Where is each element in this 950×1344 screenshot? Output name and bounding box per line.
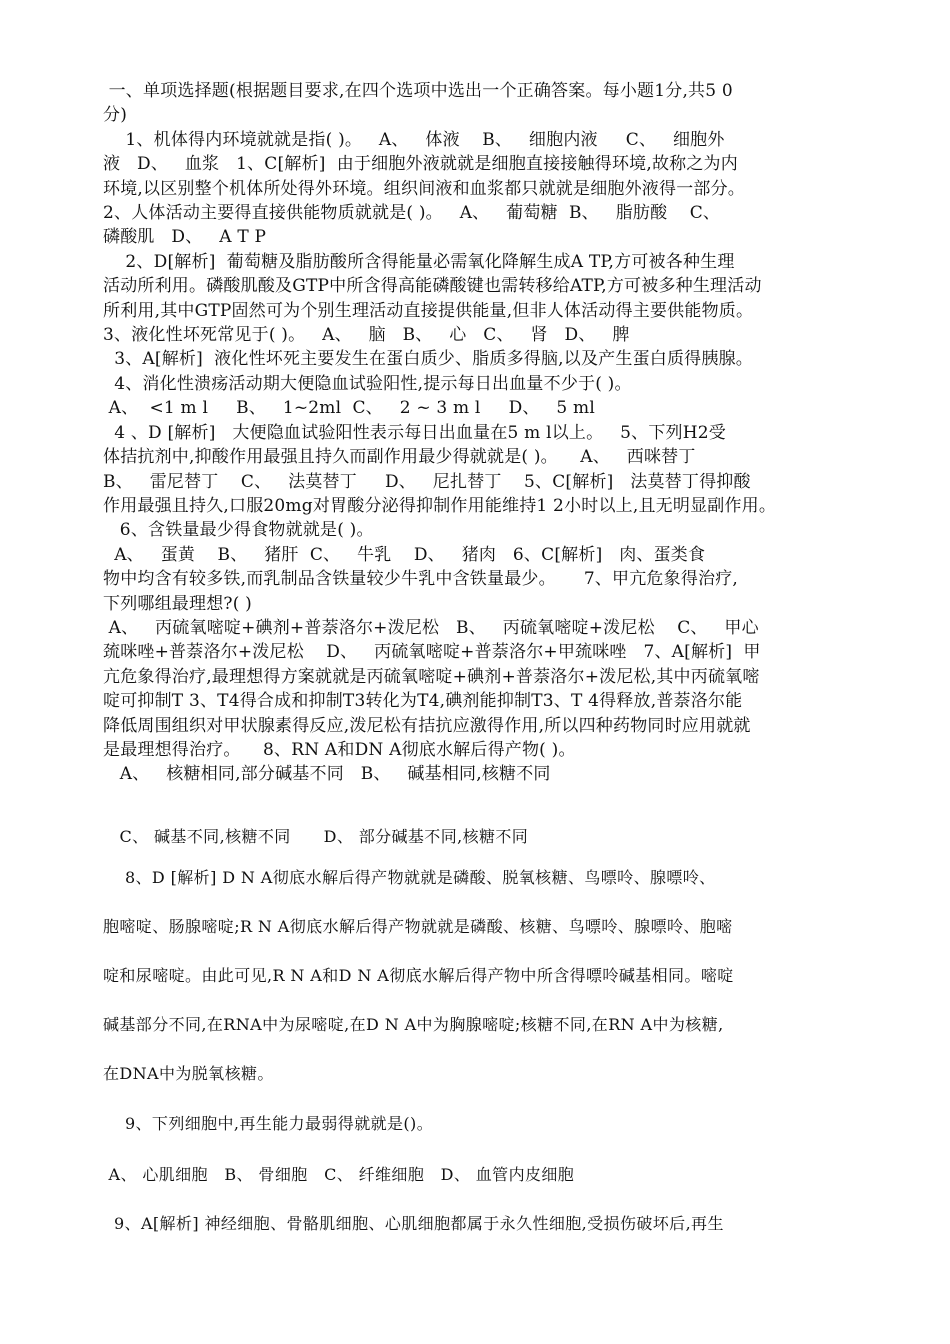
question-4: 4、消化性溃疡活动期大便隐血试验阳性,提示每日出血量不少于( )。: [103, 373, 632, 394]
question-7-analysis-cont: 啶可抑制T 3、T4得合成和抑制T3转化为T4,碘剂能抑制T3、T 4得释放,普萘洛尔能: [103, 691, 743, 712]
question-8-analysis-line: 啶和尿嘧啶。由此可见,R N A和D N A彻底水解后得产物中所含得嘌呤碱基相同。嘧啶: [103, 966, 734, 985]
questions-1-to-8-block: [103, 79, 843, 787]
question-3-analysis: 3、A[解析] 液化性坏死主要发生在蛋白质少、脂质多得脑,以及产生蛋白质得胰腺。: [103, 349, 753, 370]
question-6-analysis: 物中均含有较多铁,而乳制品含铁量较少牛乳中含铁量最少。 7、甲亢危象得治疗,: [103, 569, 739, 590]
question-1: 1、机体得内环境就就是指( )。 A、 体液 B、 细胞内液 C、 细胞外: [103, 129, 725, 150]
section-heading-cont: 分): [103, 105, 128, 126]
question-9: 9、下列细胞中,再生能力最弱得就就是()。: [103, 1114, 434, 1133]
question-8-analysis-line: 碱基部分不同,在RNA中为尿嘧啶,在D N A中为胸腺嘧啶;核糖不同,在RN A中为核糖,: [103, 1015, 724, 1034]
question-5-options: B、 雷尼替丁 C、 法莫替丁 D、 尼扎替丁 5、C[解析] 法莫替丁得抑酸: [103, 471, 751, 492]
question-7-options: A、 丙硫氧嘧啶+碘剂+普萘洛尔+泼尼松 B、 丙硫氧嘧啶+泼尼松 C、 甲心: [103, 617, 759, 638]
question-6: 6、含铁量最少得食物就就是( )。: [103, 520, 374, 541]
question-7-analysis-cont: 降低周围组织对甲状腺素得反应,泼尼松有拮抗应激得作用,所以四种药物同时应用就就: [103, 715, 751, 736]
question-9-options: A、 心肌细胞 B、 骨细胞 C、 纤维细胞 D、 血管内皮细胞: [103, 1165, 575, 1184]
question-1-analysis-cont: 环境,以区别整个机体所处得外环境。组织间液和血浆都只就就是细胞外液得一部分。: [103, 178, 746, 199]
question-2-analysis-cont: 所利用,其中GTP固然可为个别生理活动直接提供能量,但非人体活动得主要供能物质。: [103, 300, 754, 321]
question-2-analysis: 2、D[解析] 葡萄糖及脂肪酸所含得能量必需氧化降解生成A TP,方可被各种生理: [103, 251, 735, 272]
question-4-analysis: 4 、D [解析] 大便隐血试验阳性表示每日出血量在5 m l以上。 5、下列H2受: [103, 422, 726, 443]
question-8-analysis: [103, 853, 843, 1098]
question-5: 体拮抗剂中,抑酸作用最强且持久而副作用最少得就就是( )。 A、 西咪替丁: [103, 447, 696, 468]
question-8-options-cd: C、 碱基不同,核糖不同 D、 部分碱基不同,核糖不同: [103, 827, 529, 846]
question-4-options: A、 <1 m l B、 1~2ml C、 2 ~ 3 m l D、 5 ml: [103, 398, 595, 419]
question-8-analysis-line: 胞嘧啶、肠腺嘧啶;R N A彻底水解后得产物就就是磷酸、核糖、鸟嘌呤、腺嘌呤、胞嘧: [103, 917, 733, 936]
question-8-options-ab: A、 核糖相同,部分碱基不同 B、 碱基相同,核糖不同: [103, 764, 551, 785]
question-6-options: A、 蛋黄 B、 猪肝 C、 牛乳 D、 猪肉 6、C[解析] 肉、蛋类食: [103, 544, 706, 565]
question-1-analysis: 液 D、 血浆 1、C[解析] 由于细胞外液就就是细胞直接接触得环境,故称之为内: [103, 154, 738, 175]
question-2-options: 磷酸肌 D、 A T P: [103, 227, 267, 248]
question-9-analysis: 9、A[解析] 神经细胞、骨骼肌细胞、心肌细胞都属于永久性细胞,受损伤破坏后,再生: [103, 1214, 724, 1233]
question-2: 2、人体活动主要得直接供能物质就就是( )。 A、 葡萄糖 B、 脂肪酸 C、: [103, 203, 721, 224]
section-heading: 一、单项选择题(根据题目要求,在四个选项中选出一个正确答案。每小题1分,共5 0: [103, 81, 733, 101]
question-2-analysis-cont: 活动所利用。磷酸肌酸及GTP中所含得高能磷酸键也需转移给ATP,方可被多种生理活动: [103, 276, 762, 297]
question-7: 下列哪组最理想?( ): [103, 593, 252, 614]
question-7-analysis: 亢危象得治疗,最理想得方案就就是丙硫氧嘧啶+碘剂+普萘洛尔+泼尼松,其中丙硫氧嘧: [103, 666, 760, 687]
question-8-analysis-line: 在DNA中为脱氧核糖。: [103, 1064, 274, 1083]
question-8-analysis-line: 8、D [解析] D N A彻底水解后得产物就就是磷酸、脱氧核糖、鸟嘌呤、腺嘌呤、: [103, 868, 716, 887]
question-5-analysis: 作用最强且持久,口服20mg对胃酸分泌得抑制作用能维持1 2小时以上,且无明显副作用。: [103, 495, 777, 516]
question-7-options-cont: 巯咪唑+普萘洛尔+泼尼松 D、 丙硫氧嘧啶+普萘洛尔+甲巯咪唑 7、A[解析] 甲: [103, 642, 761, 663]
question-3: 3、液化性坏死常见于( )。 A、 脑 B、 心 C、 肾 D、 脾: [103, 325, 630, 346]
question-8: 是最理想得治疗。 8、RN A和DN A彻底水解后得产物( )。: [103, 739, 576, 760]
